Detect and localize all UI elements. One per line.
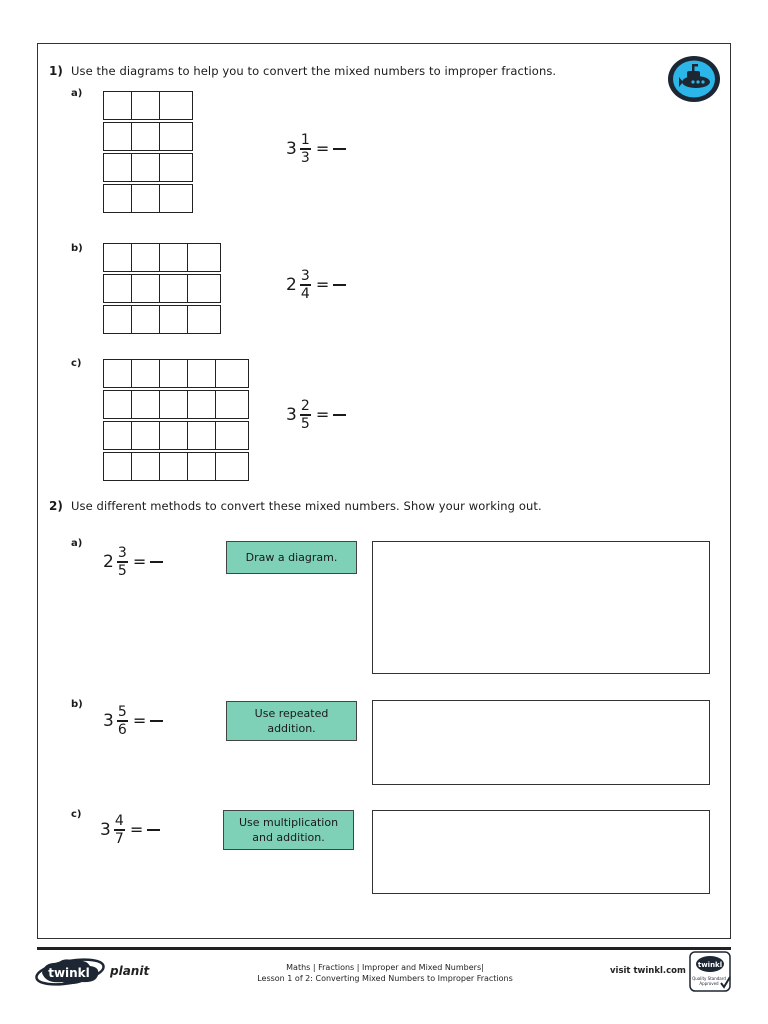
method-text-line2: addition. [267,722,316,735]
q1c-diagram [103,359,249,483]
question-1-number: 1) [49,64,63,78]
equals-sign: = [132,552,147,572]
grid-row [103,421,249,450]
equals-sign: = [315,139,330,159]
footer-divider [37,947,731,950]
q2b-working-box[interactable] [372,700,710,785]
answer-blank[interactable] [333,148,346,150]
q2b-equation [103,705,163,737]
fraction [300,133,311,165]
grid-row [103,122,193,151]
numerator: 1 [300,132,310,148]
denominator: 4 [300,285,310,302]
planit-text: planit [110,964,150,978]
grid-row [103,274,221,303]
numerator: 3 [300,268,310,284]
footer-line-1: Maths | Fractions | Improper and Mixed Numbers| [286,963,484,972]
q1a-diagram [103,91,193,215]
q2a-equation [103,546,163,578]
numerator: 2 [300,398,310,414]
grid-row [103,243,221,272]
denominator: 6 [117,721,127,738]
badge-text-2: Approved [699,981,719,986]
answer-blank[interactable] [333,284,346,286]
equals-sign: = [315,405,330,425]
question-1-text: Use the diagrams to help you to convert the mixed numbers to improper fractions. [71,64,557,78]
grid-row [103,184,193,213]
answer-blank[interactable] [150,720,163,722]
fraction [300,269,311,301]
method-box-multiplication-addition [223,810,354,850]
fraction [300,399,311,431]
q1b-label: b) [71,243,83,254]
grid-row [103,153,193,182]
q2a-label: a) [71,538,83,549]
grid-row [103,305,221,334]
badge-text-1: Quality Standard [692,976,726,981]
answer-blank[interactable] [333,414,346,416]
question-2-number: 2) [49,499,63,513]
whole-number: 3 [286,138,297,159]
numerator: 5 [117,704,127,720]
grid-row [103,91,193,120]
q1a-label: a) [71,88,83,99]
denominator: 7 [114,830,124,847]
fraction [114,814,125,846]
whole-number: 2 [103,551,114,572]
equals-sign: = [129,820,144,840]
quality-standard-badge-icon [689,951,733,993]
visit-link[interactable]: visit twinkl.com [610,966,686,976]
q1b-diagram [103,243,221,336]
method-text-line1: Use repeated [254,707,329,720]
denominator: 3 [300,149,310,166]
whole-number: 3 [286,404,297,425]
whole-number: 2 [286,274,297,295]
method-box-repeated-addition [226,701,357,741]
answer-blank[interactable] [147,829,160,831]
twinkl-logo [34,953,114,993]
equals-sign: = [315,275,330,295]
fraction [117,546,128,578]
q2c-equation [100,814,160,846]
equals-sign: = [132,711,147,731]
method-text-line1: Use multiplication [238,816,339,829]
answer-blank[interactable] [150,561,163,563]
q2c-label: c) [71,809,82,820]
method-box-draw-diagram [226,541,357,574]
twinkl-logo-text: twinkl [48,966,90,980]
footer-lesson-info [200,962,570,984]
q2b-label: b) [71,699,83,710]
q2a-working-box[interactable] [372,541,710,674]
q1c-equation [286,399,346,431]
q2c-working-box[interactable] [372,810,710,894]
q1b-equation [286,269,346,301]
grid-row [103,359,249,388]
q1a-equation [286,133,346,165]
grid-row [103,452,249,481]
whole-number: 3 [100,819,111,840]
denominator: 5 [300,415,310,432]
denominator: 5 [117,562,127,579]
submarine-icon [666,54,722,104]
fraction [117,705,128,737]
grid-row [103,390,249,419]
method-text: Draw a diagram. [245,551,338,564]
numerator: 3 [117,545,127,561]
method-text-line2: and addition. [252,831,325,844]
badge-brand-text: twinkl [697,961,723,969]
footer-line-2: Lesson 1 of 2: Converting Mixed Numbers to Improper Fractions [257,974,513,983]
q1c-label: c) [71,358,82,369]
numerator: 4 [114,813,124,829]
question-2-text: Use different methods to convert these mixed numbers. Show your working out. [71,499,542,513]
whole-number: 3 [103,710,114,731]
